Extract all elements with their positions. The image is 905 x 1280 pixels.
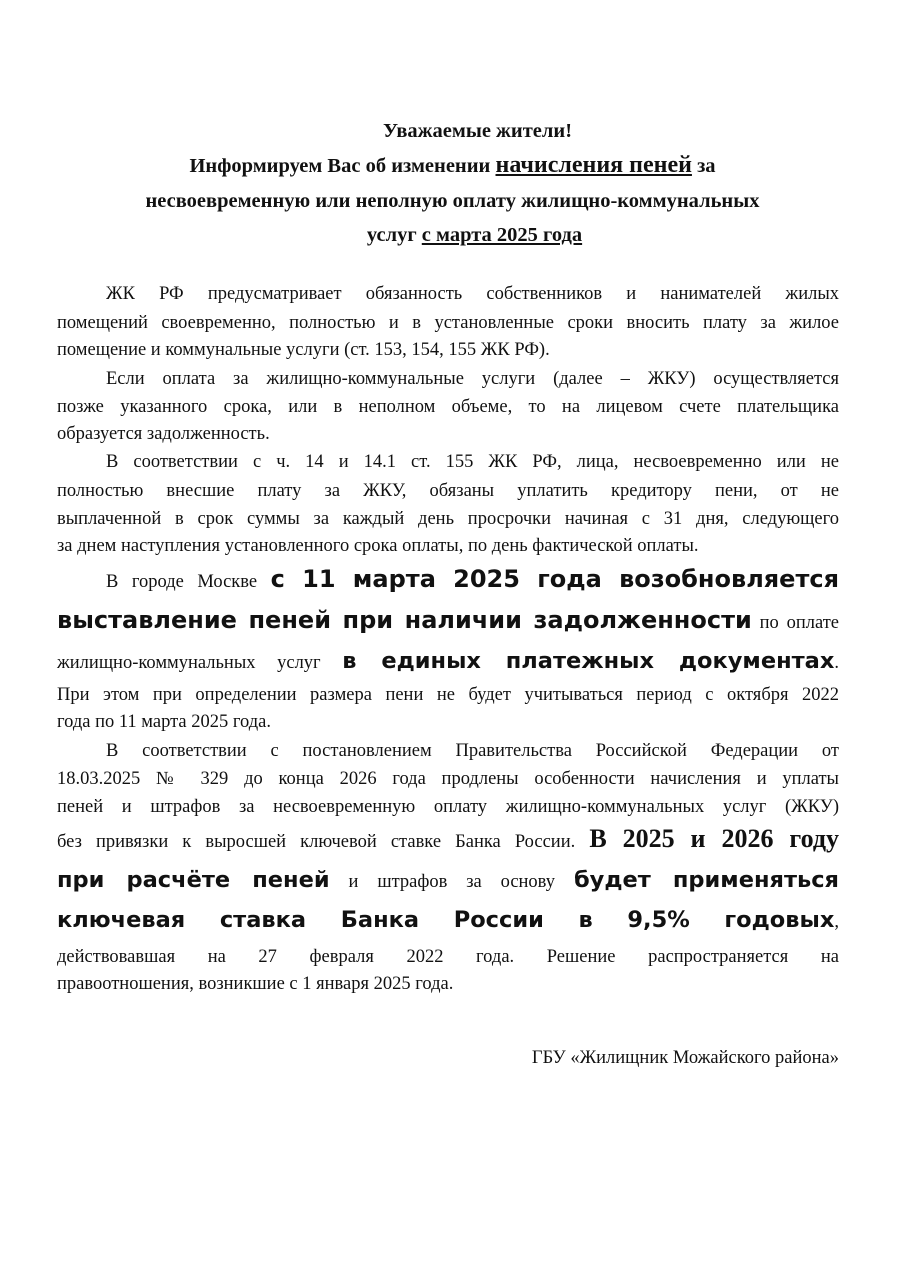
para4-text: жилищно-коммунальных услуг xyxy=(57,653,343,673)
para5-bold-rate: ключевая ставка Банка России в 9,5% годовых xyxy=(57,907,835,933)
para5-bold-years: В 2025 и 2026 году xyxy=(589,824,839,853)
para3-line: полностью внесшие плату за ЖКУ, обязаны уплатить кредитору пени, от не xyxy=(57,481,839,501)
para5-line: 18.03.2025 № 329 до конца 2026 года продлены особенности начисления и уплаты xyxy=(57,769,839,789)
heading-line-4 xyxy=(82,220,867,250)
para5-text: и штрафов за основу xyxy=(329,872,574,892)
para4-text: . xyxy=(834,653,839,673)
para1-line: помещений своевременно, полностью и в установленные сроки вносить плату за жилое xyxy=(57,313,839,333)
para4-line: года по 11 марта 2025 года. xyxy=(57,712,271,732)
para5-line: правоотношения, возникшие с 1 января 2025 года. xyxy=(57,974,454,994)
para5-text: без привязки к выросшей ключевой ставке Банка России. xyxy=(57,832,590,852)
para5-line: В соответствии с постановлением Правительства Российской Федерации от xyxy=(106,741,839,761)
para4-bold-date: с 11 марта 2025 года возобновляется xyxy=(270,565,840,593)
para4-text: В городе Москве xyxy=(106,572,271,592)
para4-line: При этом при определении размера пени не будет учитываться период с октября 2022 xyxy=(57,685,839,705)
heading-line-3: несвоевременную или неполную оплату жилищно-коммунальных xyxy=(145,190,760,212)
para2-line: позже указанного срока, или в неполном объеме, то на лицевом счете плательщика xyxy=(57,397,839,417)
para1-line: помещение и коммунальные услуги (ст. 153, 154, 155 ЖК РФ). xyxy=(57,340,550,360)
para5-line: действовавшая на 27 февраля 2022 года. Решение распространяется на xyxy=(57,947,839,967)
para3-line: за днем наступления установленного срока оплаты, по день фактической оплаты. xyxy=(57,536,699,556)
para2-line: Если оплата за жилищно-коммунальные услуги (далее – ЖКУ) осуществляется xyxy=(106,369,839,389)
para1-line: ЖК РФ предусматривает обязанность собственников и нанимателей жилых xyxy=(106,284,839,304)
para4-line xyxy=(57,648,839,676)
heading-line-2 xyxy=(60,150,845,181)
para5-bold-text: будет применяться xyxy=(573,867,839,893)
para5-line xyxy=(57,867,839,895)
greeting-heading: Уважаемые жители! xyxy=(382,120,573,142)
para4-line xyxy=(106,566,839,595)
para5-line xyxy=(57,826,839,855)
para4-bold-text: в единых платежных документах xyxy=(342,648,835,674)
para5-bold-text: при расчёте пеней xyxy=(57,867,330,893)
heading-text: за xyxy=(691,155,716,177)
para4-bold-text: выставление пеней при наличии задолженности xyxy=(57,606,752,634)
heading-date-emphasis: с марта 2025 года xyxy=(421,224,583,246)
signature: ГБУ «Жилищник Можайского района» xyxy=(531,1048,839,1068)
para5-line xyxy=(57,907,839,935)
para5-text: , xyxy=(834,912,839,932)
para5-line: пеней и штрафов за несвоевременную оплату жилищно-коммунальных услуг (ЖКУ) xyxy=(57,797,839,817)
para2-line: образуется задолженность. xyxy=(57,424,270,444)
heading-text: услуг xyxy=(366,224,422,246)
para4-line xyxy=(57,607,839,636)
para3-line: В соответствии с ч. 14 и 14.1 ст. 155 ЖК РФ, лица, несвоевременно или не xyxy=(106,452,839,472)
para3-line: выплаченной в срок суммы за каждый день просрочки начиная с 31 дня, следующего xyxy=(57,509,839,529)
heading-text: Информируем Вас об изменении xyxy=(189,155,496,177)
para4-text: по оплате xyxy=(751,613,839,633)
heading-emphasis: начисления пеней xyxy=(495,152,692,178)
